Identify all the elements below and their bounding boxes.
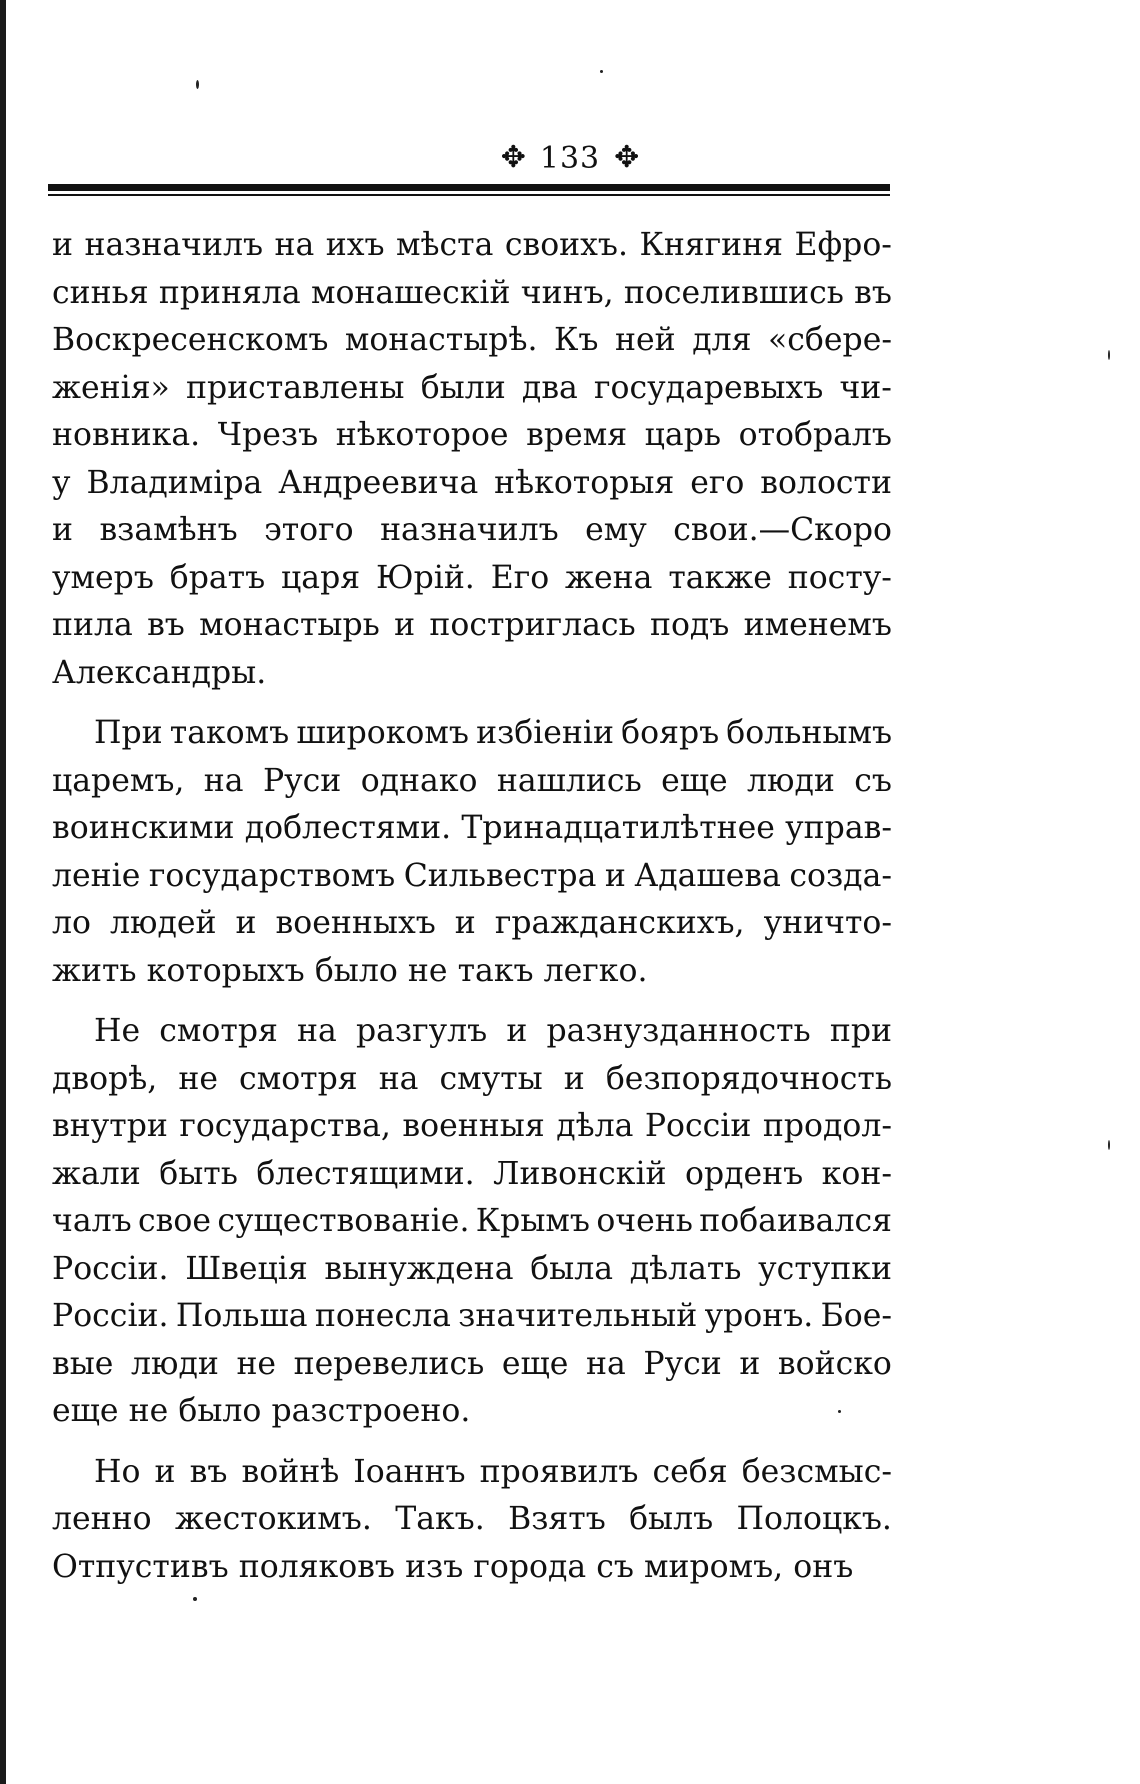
word: на (297, 1013, 337, 1049)
word: леніе (52, 857, 141, 894)
print-speck (196, 80, 199, 89)
word: Не (94, 1013, 141, 1049)
word: мѣста (396, 227, 494, 263)
word: чинъ, (520, 274, 614, 311)
word: Его (490, 559, 550, 596)
word: царемъ, (52, 762, 185, 799)
word: Россіи. (52, 1298, 169, 1334)
word: кон- (821, 1155, 892, 1192)
word: войнѣ (241, 1453, 340, 1490)
word: царь (644, 417, 722, 453)
word: «сбере- (768, 322, 892, 358)
word: ней (615, 322, 676, 358)
word: государствомъ (148, 857, 396, 894)
word: вые (52, 1345, 114, 1382)
word: такомъ (169, 715, 290, 751)
text-line (52, 1449, 892, 1497)
word: люди (747, 762, 835, 799)
text-line (52, 948, 892, 996)
text-line (52, 853, 892, 901)
word: умеръ (52, 559, 154, 596)
word: При (94, 715, 163, 751)
print-speck (193, 1597, 197, 1601)
text-line (52, 365, 892, 413)
word: Руси (262, 762, 342, 799)
word: на (586, 1345, 626, 1382)
text-line (52, 1496, 892, 1544)
word: былъ (629, 1501, 714, 1537)
word: миромъ, (643, 1548, 784, 1585)
word: ему (585, 512, 647, 548)
word: Сильвестра (403, 857, 597, 894)
word: чалъ (52, 1203, 132, 1239)
word: нашлись (496, 762, 642, 799)
word: люди (131, 1345, 219, 1382)
word: съ (854, 762, 892, 799)
word: время (526, 417, 628, 453)
text-line (52, 650, 892, 698)
word: Іоаннъ (353, 1453, 466, 1490)
word: отобралъ (738, 417, 892, 453)
word: Крымъ (475, 1203, 590, 1239)
text-line (52, 1544, 892, 1592)
page-edge-shadow (0, 0, 6, 1784)
paragraph (52, 222, 892, 697)
text-line (52, 1008, 892, 1056)
word: широкомъ (296, 715, 469, 751)
text-line (52, 758, 892, 806)
word: такъ (457, 952, 534, 989)
word: посту- (787, 559, 892, 596)
page-number: 133 (539, 140, 601, 176)
text-line (52, 507, 892, 555)
page-header (0, 138, 1140, 178)
word: блестящими. (256, 1155, 475, 1192)
text-line (52, 555, 892, 603)
word: пила (52, 607, 133, 643)
word: онъ (793, 1548, 854, 1585)
word: съ (596, 1548, 634, 1585)
word: приняла (158, 274, 301, 311)
word: и (563, 1060, 585, 1097)
word: этого (264, 512, 354, 548)
word: легко. (543, 952, 648, 989)
text-line (52, 1341, 892, 1389)
word: его (690, 464, 745, 501)
word: жить (52, 952, 137, 989)
word: военныя (402, 1108, 545, 1144)
word: дѣлать (629, 1250, 742, 1287)
word: уничто- (763, 905, 892, 941)
word: города (473, 1548, 587, 1585)
paragraph (52, 710, 892, 995)
word: войско (777, 1345, 892, 1382)
word: монастырь (199, 607, 380, 643)
word: монашескій (310, 274, 511, 311)
word: и (506, 1013, 528, 1049)
word: военныхъ (275, 905, 436, 941)
word: управ- (785, 810, 892, 846)
word: Княгиня (639, 227, 784, 263)
word: нѣкоторыя (494, 464, 675, 501)
word: больнымъ (726, 715, 892, 751)
paragraph (52, 1449, 892, 1592)
paragraph (52, 1008, 892, 1436)
text-line (52, 710, 892, 758)
word: еще (52, 1393, 119, 1429)
word: и (52, 512, 73, 548)
word: волости (760, 464, 892, 501)
word: уступки (758, 1250, 892, 1287)
word: Отпустивъ (52, 1548, 229, 1585)
word: своихъ. (504, 227, 628, 263)
word: новника. (52, 417, 201, 453)
text-line (52, 460, 892, 508)
word: смуты (439, 1060, 543, 1097)
word: Россіи (644, 1108, 752, 1144)
word: Воскресенскомъ (52, 322, 329, 358)
text-line (52, 1056, 892, 1104)
word: ленно (52, 1501, 152, 1537)
word: назначилъ (380, 512, 559, 548)
word: очень (596, 1203, 693, 1239)
word: Къ (554, 322, 599, 358)
word: ло (52, 905, 91, 941)
word: Руси (643, 1345, 722, 1382)
word: не (178, 1060, 218, 1097)
word: и (235, 905, 257, 941)
word: царя (281, 559, 361, 596)
text-line (52, 602, 892, 650)
text-line (52, 1198, 892, 1246)
word: созда- (789, 857, 892, 894)
word: синья (52, 274, 149, 311)
word: въ (147, 607, 185, 643)
word: на (378, 1060, 419, 1097)
word: жали (52, 1155, 141, 1192)
text-line (52, 805, 892, 853)
ornament-left-icon: ✥ (500, 140, 526, 175)
word: разстроено. (271, 1393, 471, 1429)
word: изъ (405, 1548, 464, 1585)
word: и (454, 905, 476, 941)
word: Швеція (185, 1250, 308, 1287)
word: смотря (159, 1013, 278, 1049)
word: въ (854, 274, 892, 311)
word: на (203, 762, 244, 799)
word: государства, (179, 1108, 391, 1144)
text-line (52, 1293, 892, 1341)
word: Польша (175, 1298, 308, 1334)
word: Россіи. (52, 1250, 169, 1287)
word: при (829, 1013, 892, 1049)
word: приставлены (186, 369, 405, 406)
word: чи- (839, 369, 892, 406)
word: подъ (649, 607, 730, 643)
word: было (314, 952, 398, 989)
word: Андреевича (278, 464, 479, 501)
word: еще (501, 1345, 569, 1382)
word: понесла (314, 1298, 451, 1334)
word: Владиміра (86, 464, 263, 501)
word: постриглась (429, 607, 636, 643)
word: монастырѣ. (344, 322, 538, 358)
header-rule-thick (48, 184, 890, 191)
text-line (52, 1246, 892, 1294)
word: Чрезъ (217, 417, 319, 453)
word: Бое- (820, 1298, 892, 1334)
body-text (52, 222, 892, 1591)
word: было (178, 1393, 262, 1429)
print-speck (838, 1410, 841, 1413)
paragraph-gap (52, 995, 892, 1008)
word: уронъ. (704, 1298, 814, 1334)
text-line (52, 1103, 892, 1151)
word: доблестями. (244, 810, 452, 846)
word: въ (189, 1453, 228, 1490)
word: разнузданность (546, 1013, 811, 1049)
word: Взятъ (508, 1501, 606, 1537)
print-speck (1108, 1140, 1110, 1150)
paragraph-gap (52, 1436, 892, 1449)
word: жена (565, 559, 653, 596)
word: взамѣнъ (99, 512, 238, 548)
word: безпорядочность (605, 1060, 892, 1097)
paragraph-gap (52, 697, 892, 710)
word: и (154, 1453, 176, 1490)
word: два (521, 369, 578, 406)
word: которыхъ (146, 952, 305, 989)
word: дворѣ, (52, 1060, 158, 1097)
word: Ефро- (794, 227, 892, 263)
word: Тринадцатилѣтнее (461, 810, 775, 846)
word: дѣла (556, 1108, 634, 1144)
word: Но (94, 1453, 141, 1490)
word: Адашева (634, 857, 781, 894)
word: также (668, 559, 772, 596)
header-rule-thin (48, 194, 890, 196)
print-speck (600, 70, 603, 73)
word: и (394, 607, 416, 643)
word: Такъ. (395, 1501, 485, 1537)
word: людей (110, 905, 217, 941)
text-line (52, 412, 892, 460)
word: женія» (52, 369, 170, 406)
word: существованіе. (217, 1203, 470, 1239)
word: гражданскихъ, (494, 905, 745, 941)
word: еще (661, 762, 728, 799)
word: на (274, 227, 315, 263)
word: жестокимъ. (174, 1501, 372, 1537)
text-line (52, 270, 892, 318)
word: смотря (239, 1060, 358, 1097)
word: и (52, 227, 73, 263)
word: ихъ (325, 227, 385, 263)
word: воинскими (52, 810, 235, 846)
word: братъ (169, 559, 266, 596)
word: не (128, 1393, 169, 1429)
word: внутри (52, 1108, 168, 1144)
word: Ливонскій (493, 1155, 667, 1192)
word: была (530, 1250, 614, 1287)
word: и (739, 1345, 761, 1382)
text-line (52, 317, 892, 365)
word: вынуждена (324, 1250, 514, 1287)
text-line (52, 222, 892, 270)
word: бояръ (621, 715, 720, 751)
word: значительный (458, 1298, 698, 1334)
word: Полоцкъ. (736, 1501, 892, 1537)
word: государевыхъ (594, 369, 824, 406)
word: были (420, 369, 506, 406)
word: именемъ (743, 607, 892, 643)
word: избіеніи (476, 715, 614, 751)
text-line (52, 1388, 892, 1436)
word: и (604, 857, 626, 894)
word: поляковъ (238, 1548, 395, 1585)
word: назначилъ (84, 227, 264, 263)
word: перевелись (293, 1345, 485, 1382)
word: быть (159, 1155, 238, 1192)
word: безсмыс- (741, 1453, 892, 1490)
word: продол- (762, 1108, 892, 1144)
word: Юрій. (375, 559, 475, 596)
word: поселившись (623, 274, 844, 311)
word: однако (360, 762, 478, 799)
word: нѣкоторое (335, 417, 509, 453)
word: орденъ (685, 1155, 804, 1192)
text-line (52, 1151, 892, 1199)
word: Александры. (52, 654, 267, 691)
word: свое (138, 1203, 211, 1239)
word: разгулъ (355, 1013, 488, 1049)
print-speck (1108, 350, 1110, 360)
word: побаивался (699, 1203, 892, 1239)
word: не (236, 1345, 277, 1382)
text-line (52, 900, 892, 948)
ornament-right-icon: ✥ (614, 140, 640, 175)
word: себя (652, 1453, 728, 1490)
word: для (692, 322, 752, 358)
word: проявилъ (479, 1453, 639, 1490)
word: у (52, 464, 71, 501)
word: свои.—Скоро (673, 512, 892, 548)
word: не (407, 952, 448, 989)
